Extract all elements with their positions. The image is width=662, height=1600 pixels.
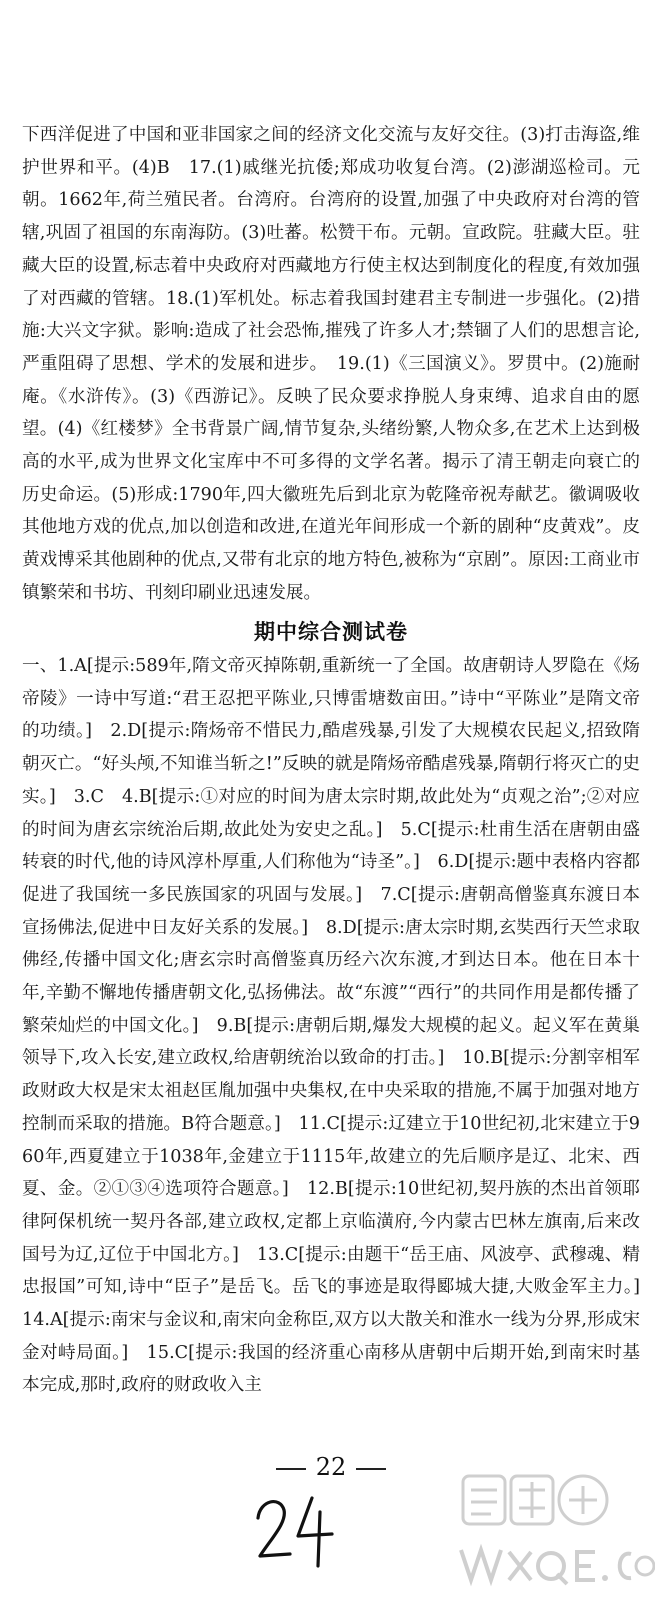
left-dash <box>276 1468 306 1470</box>
page-number: 22 <box>315 1453 347 1481</box>
handwritten-page-number <box>250 1478 340 1568</box>
answers-continued-paragraph: 下西洋促进了中国和亚非国家之间的经济文化交流与友好交往。(3)打击海盗,维护世界和平。(4)B 17.(1)戚继光抗倭;郑成功收复台湾。(2)澎湖巡检司。元朝。1662年,荷兰殖民者。台湾府。台湾府的设置,加强了中央政府对台湾的管辖,巩固了祖国的东南海防。(3)吐蕃。松赞干布。元朝。宣政院。驻藏大臣。驻藏大臣的设置,标志着中央政府对西藏地方行使主权达到制度化的程度,有效加强了对西藏的管辖。18.(1)军机处。标志着我国封建君主专制进一步强化。(2)措施:大兴文字狱。影响:造成了社会恐怖,摧残了许多人才;禁锢了人们的思想言论,严重阻碍了思想、学术的发展和进步。 19.(1)《三国演义》。罗贯中。(2)施耐庵。《水浒传》。(3)《西游记》。反映了民众要求挣脱人身束缚、追求自由的愿望。(4)《红楼梦》全书背景广阔,情节复杂,头绪纷繁,人物众多,在艺术上达到极高的水平,成为世界文化宝库中不可多得的文学名著。揭示了清王朝走向衰亡的历史命运。(5)形成:1790年,四大徽班先后到北京为乾隆帝祝寿献艺。徽调吸收其他地方戏的优点,加以创造和改进,在道光年间形成一个新的剧种“皮黄戏”。皮黄戏博采其他剧种的优点,又带有北京的地方特色,被称为“京剧”。原因:工商业市镇繁荣和书坊、刊刻印刷业迅速发展。 <box>22 125 640 603</box>
section-title: 期中综合测试卷 <box>254 620 408 644</box>
watermark-logo <box>455 1470 655 1595</box>
midterm-answers-paragraph: 一、1.A[提示:589年,隋文帝灭掉陈朝,重新统一了全国。故唐朝诗人罗隐在《炀帝陵》一诗中写道:“君王忍把平陈业,只博雷塘数亩田。”诗中“平陈业”是隋文帝的功绩。] 2.D[提示:隋炀帝不惜民力,酷虐残暴,引发了大规模农民起义,招致隋朝灭亡。“好头颅,不知谁当斩之!”反映的就是隋炀帝酷虐残暴,隋朝行将灭亡的史实。] 3.C 4.B[提示:①对应的时间为唐太宗时期,故此处为“贞观之治”;②对应的时间为唐玄宗统治后期,故此处为安史之乱。] 5.C[提示:杜甫生活在唐朝由盛转衰的时代,他的诗风淳朴厚重,人们称他为“诗圣”。] 6.D[提示:题中表格内容都促进了我国统一多民族国家的巩固与发展。] 7.C[提示:唐朝高僧鉴真东渡日本宣扬佛法,促进中日友好关系的发展。] 8.D[提示:唐太宗时期,玄奘西行天竺求取佛经,传播中国文化;唐玄宗时高僧鉴真历经六次东渡,才到达日本。他在日本十年,辛勤不懈地传播唐朝文化,弘扬佛法。故“东渡”“西行”的共同作用是都传播了繁荣灿烂的中国文化。] 9.B[提示:唐朝后期,爆发大规模的起义。起义军在黄巢领导下,攻入长安,建立政权,给唐朝统治以致命的打击。] 10.B[提示:分割宰相军政财政大权是宋太祖赵匡胤加强中央集权,在中央采取的措施,不属于加强对地方控制而采取的措施。B符合题意。] 11.C[提示:辽建立于10世纪初,北宋建立于960年,西夏建立于1038年,金建立于1115年,故建立的先后顺序是辽、北宋、西夏、金。②①③④选项符合题意。] 12.B[提示:10世纪初,契丹族的杰出首领耶律阿保机统一契丹各部,建立政权,定都上京临潢府,今内蒙古巴林左旗南,后来改国号为辽,辽位于中国北方。] 13.C[提示:由题干“岳王庙、风波亭、武穆魂、精忠报国”可知,诗中“臣子”是岳飞。岳飞的事迹是取得郾城大捷,大败金军主力。] 14.A[提示:南宋与金议和,南宋向金称臣,双方以大散关和淮水一线为分界,形成宋金对峙局面。] 15.C[提示:我国的经济重心南移从唐朝中后期开始,到南宋时基本完成,那时,政府的财政收入主 <box>22 656 658 1396</box>
right-dash <box>356 1468 386 1470</box>
